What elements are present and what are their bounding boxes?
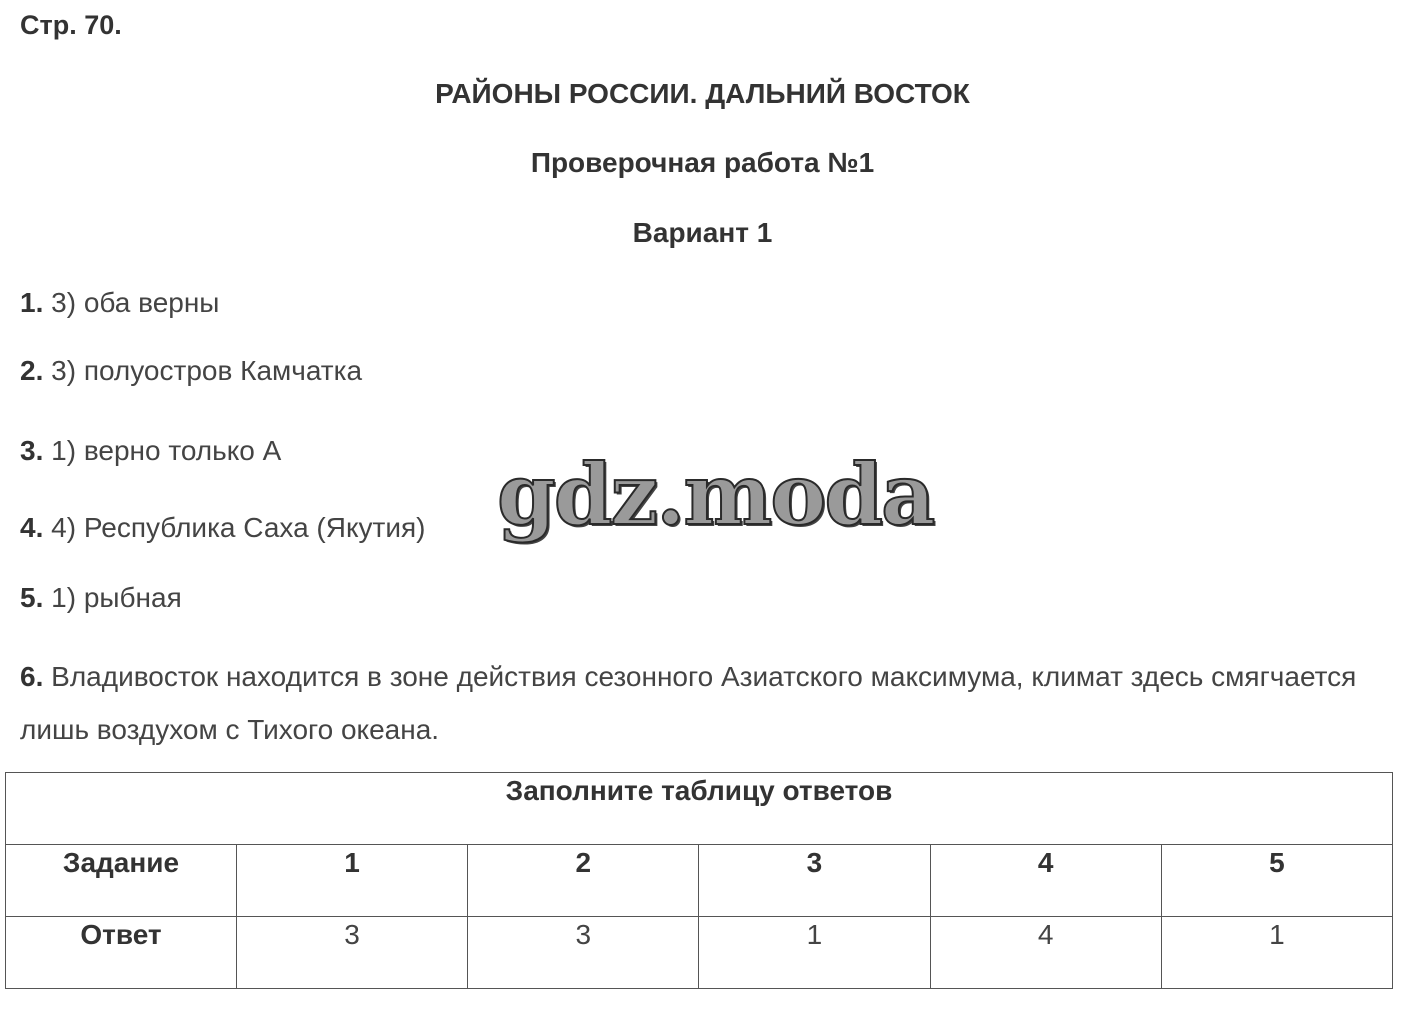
variant-label: Вариант 1 (632, 217, 773, 248)
answer-value-cell: 1 (1161, 917, 1392, 989)
row-label-task: Задание (6, 845, 237, 917)
answer-value-cell: 3 (237, 917, 468, 989)
answer-item-5 (20, 582, 182, 614)
table-row-tasks (6, 845, 1393, 917)
table-row-answers (6, 917, 1393, 989)
task-number-cell: 2 (468, 845, 699, 917)
task-number-cell: 1 (237, 845, 468, 917)
page-number: Стр. 70. (20, 10, 122, 40)
answer-number: 2. (20, 355, 44, 386)
answer-text: 4) Республика Саха (Якутия) (51, 512, 426, 543)
answer-item-4 (20, 512, 426, 544)
task-number-cell: 4 (930, 845, 1161, 917)
answer-text: 1) рыбная (51, 582, 182, 613)
answers-table (5, 772, 1393, 989)
answer-number: 1. (20, 287, 44, 318)
answer-number: 3. (20, 435, 44, 466)
answer-text: 1) верно только А (51, 435, 282, 466)
row-label-answer: Ответ (6, 917, 237, 989)
answer-item-6 (20, 650, 1370, 756)
answer-text: Владивосток находится в зоне действия сезонного Азиатского максимума, климат здесь смягчается лишь воздухом с Тихого океана. (20, 661, 1357, 745)
answer-number: 6. (20, 661, 44, 692)
answer-item-1 (20, 287, 219, 319)
task-number-cell: 3 (699, 845, 930, 917)
answer-value-cell: 4 (930, 917, 1161, 989)
task-number-cell: 5 (1161, 845, 1392, 917)
table-title: Заполните таблицу ответов (6, 773, 1393, 845)
answer-item-3 (20, 435, 281, 467)
answer-number: 4. (20, 512, 44, 543)
test-subtitle: Проверочная работа №1 (530, 147, 875, 178)
table-title-row (6, 773, 1393, 845)
answer-value-cell: 1 (699, 917, 930, 989)
answer-text: 3) полуостров Камчатка (51, 355, 363, 386)
answer-value-cell: 3 (468, 917, 699, 989)
answer-item-2 (20, 355, 362, 387)
page-title: РАЙОНЫ РОССИИ. ДАЛЬНИЙ ВОСТОК (435, 78, 970, 109)
answer-number: 5. (20, 582, 44, 613)
watermark-logo: gdz.moda (497, 445, 934, 544)
answer-text: 3) оба верны (51, 287, 220, 318)
